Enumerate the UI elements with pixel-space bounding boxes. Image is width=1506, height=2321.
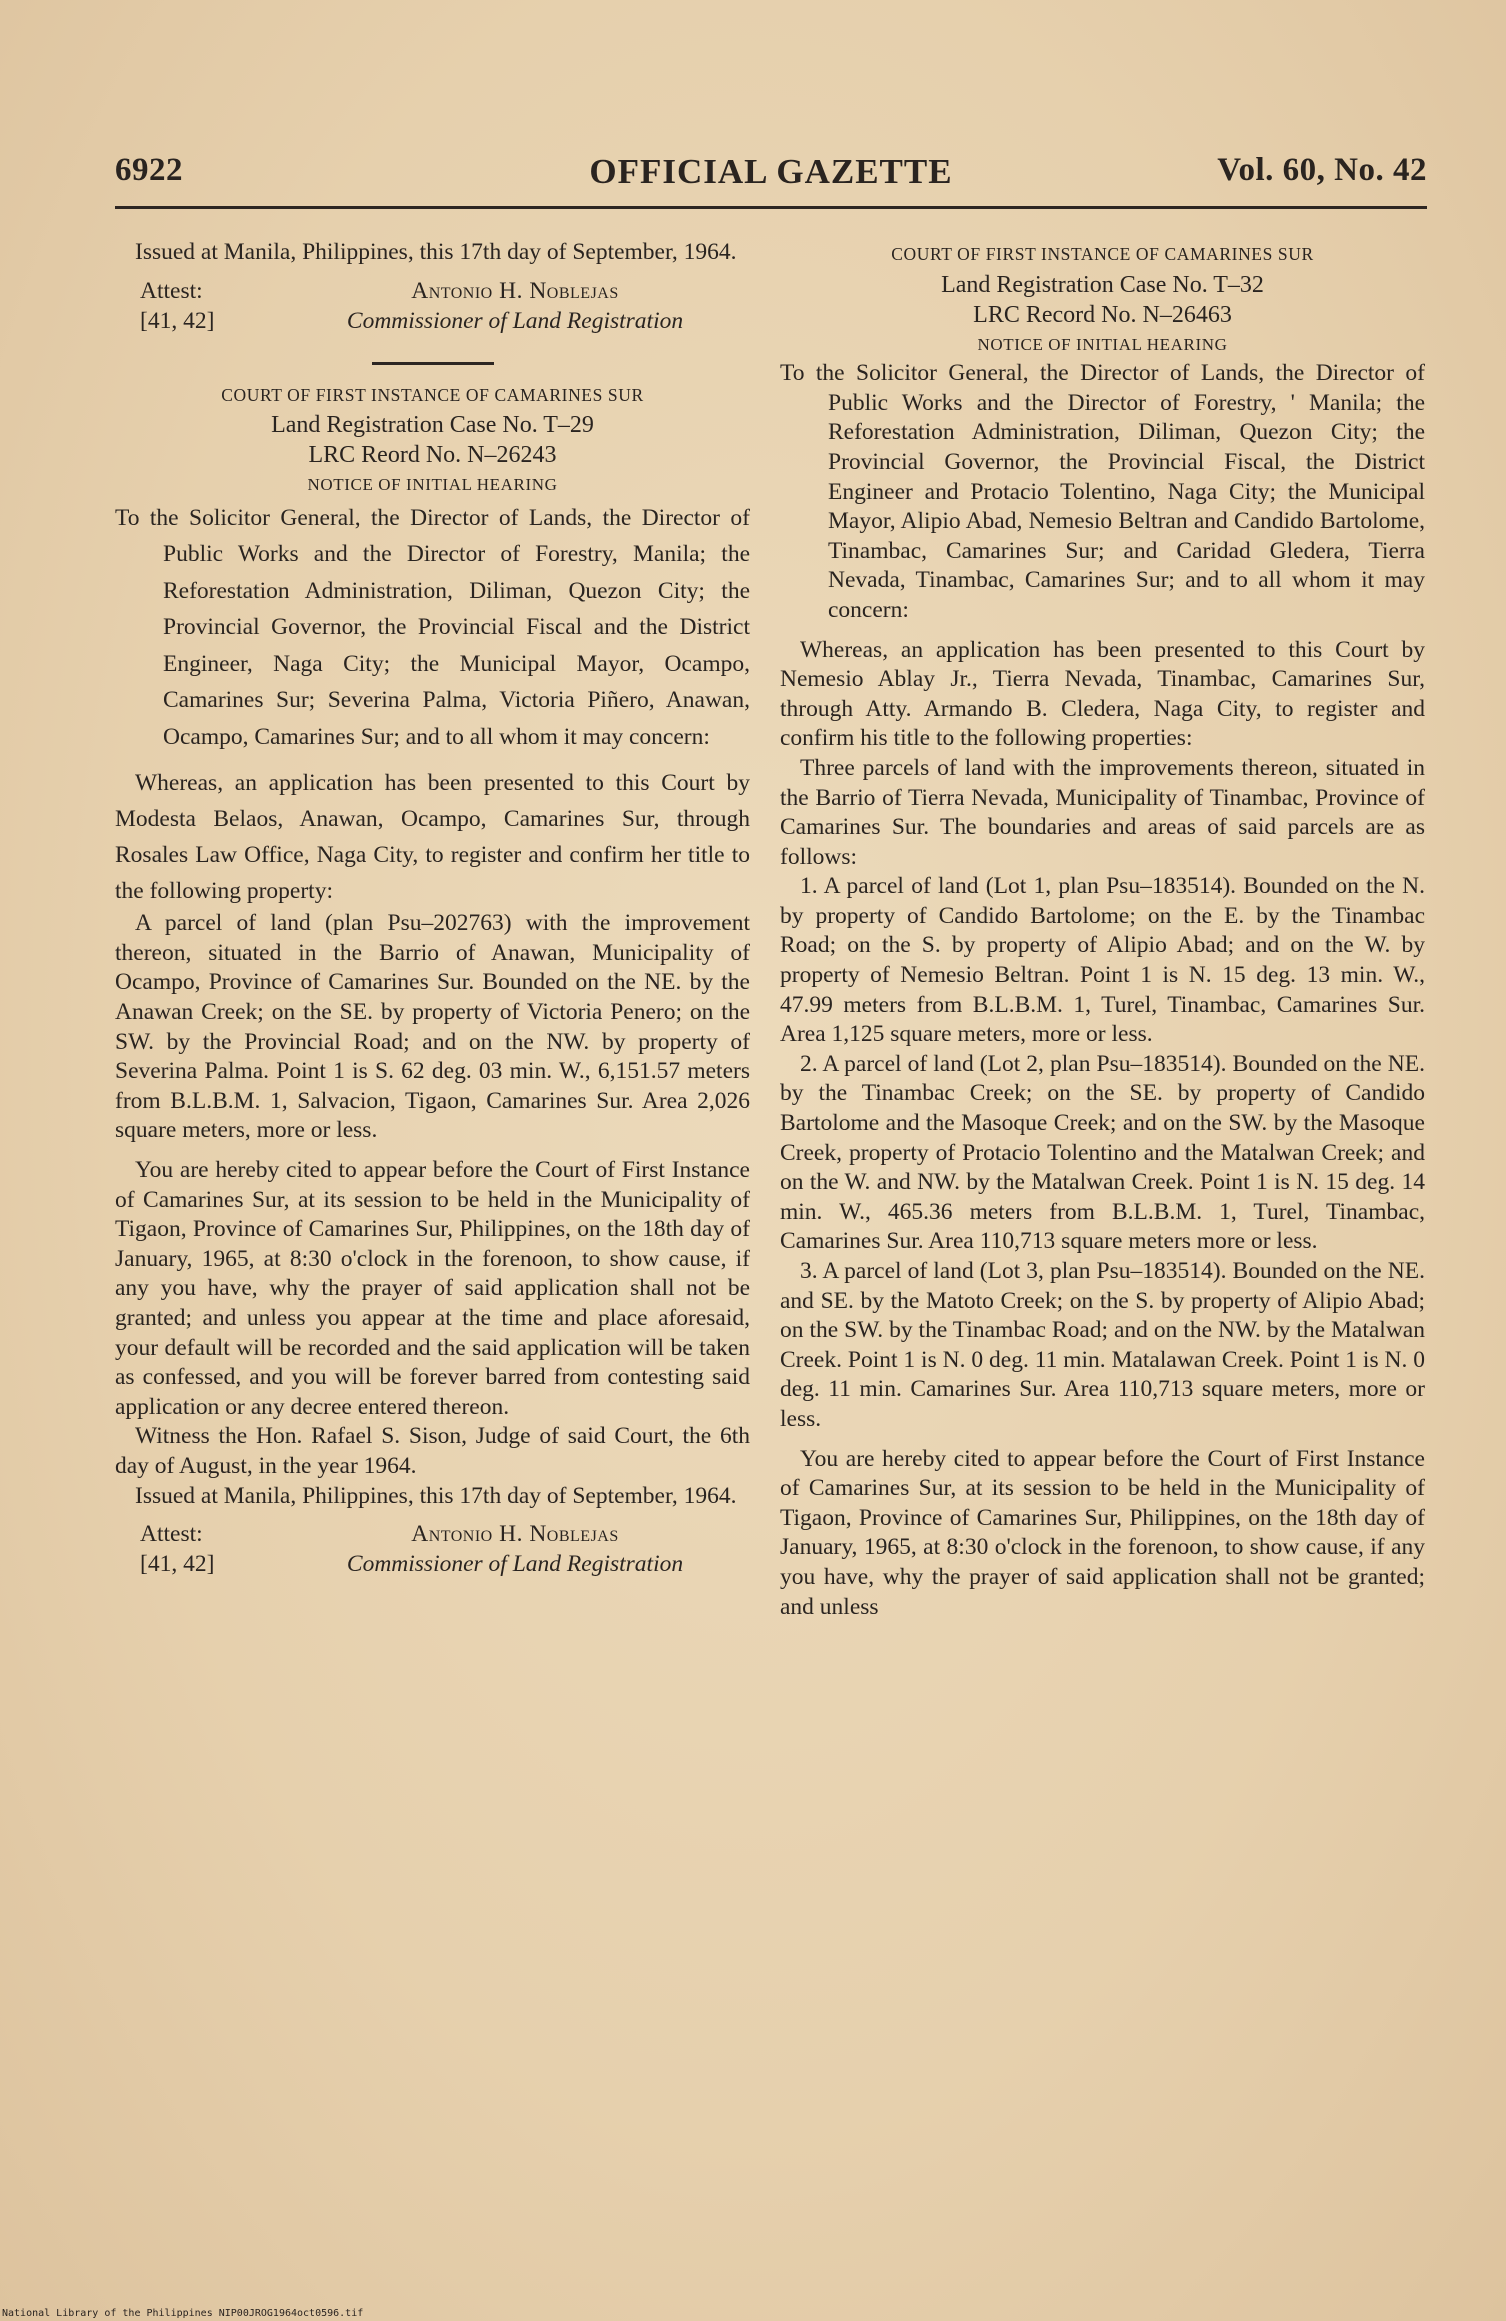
court-heading: COURT OF FIRST INSTANCE OF CAMARINES SUR (221, 384, 644, 405)
lot-3-description: 3. A parcel of land (Lot 3, plan Psu–183514). Bounded on the NE. and SE. by the Matoto Creek; on the S. by property of Alipio Abad; on the SW. by the Tinambac Road; and on the NW. by the Matalwan Creek. Point 1 is N. 0 deg. 11 min. Matalawan Creek. Point 1 is N. 0 deg. 11 min. Camarines Sur. Area 110,713 square meters, more or less. (780, 1258, 1425, 1432)
notice-heading: NOTICE OF INITIAL HEARING (307, 475, 558, 495)
attest-label: Attest: (140, 277, 203, 304)
left-column (115, 238, 750, 1579)
section-divider (372, 362, 494, 365)
signer-name: Antonio H. Noblejas (411, 1521, 619, 1548)
attest-label: Attest: (140, 1521, 203, 1548)
court-heading: COURT OF FIRST INSTANCE OF CAMARINES SUR (891, 244, 1314, 264)
volume-number: Vol. 60, No. 42 (1217, 152, 1427, 188)
case-number: Land Registration Case No. T–32 (941, 271, 1264, 298)
right-column (780, 238, 1425, 1622)
page-number: 6922 (115, 152, 183, 188)
signer-title: Commissioner of Land Registration (346, 307, 684, 334)
header-rule (115, 206, 1427, 209)
notice-addressees: To the Solicitor General, the Director of Lands, the Director of Public Works and the Director of Forestry, Manila; the Reforestation Administration, Diliman, Quezon City; the Provincial Governor, the Provincial Fiscal and the District Engineer, Naga City; the Municipal Mayor, Ocampo, Camarines Sur; Severina Palma, Victoria Piñero, Anawan, Ocampo, Camarines Sur; and to all whom it may concern: (115, 504, 750, 750)
attest-block-bottom (115, 1519, 750, 1579)
case-number: Land Registration Case No. T–29 (271, 412, 594, 439)
lot-1-description: 1. A parcel of land (Lot 1, plan Psu–183514). Bounded on the N. by property of Candido Bartolome; on the E. by the Tinambac Road; on the S. by property of Alipio Abad; and on the W. by property of Nemesio Beltran. Point 1 is N. 15 deg. 13 min. W., 47.99 meters from B.L.B.M. 1, Turel, Tinambac, Camarines Sur. Area 1,125 square meters, more or less. (780, 873, 1425, 1048)
page-header (115, 152, 1427, 202)
parcel-description: A parcel of land (plan Psu–202763) with the improvement thereon, situated in the Barrio of Anawan, Municipality of Ocampo, Province of Camarines Sur. Bounded on the NE. by the Anawan Creek; on the SE. by property of Victoria Penero; on the SW. by the Provincial Road; and on the NW. by property of Severina Palma. Point 1 is S. 62 deg. 03 min. W., 6,151.57 meters from B.L.B.M. 1, Salvacion, Tigaon, Camarines Sur. Area 2,026 square meters, more or less. (115, 910, 750, 1144)
notice-heading: NOTICE OF INITIAL HEARING (977, 334, 1228, 354)
reference-number: [41, 42] (140, 307, 215, 334)
attest-block (115, 276, 750, 336)
parcels-intro: Three parcels of land with the improvements thereon, situated in the Barrio of Tierra Nevada, Municipality of Tinambac, Province of Camarines Sur. The boundaries and areas of said parcels are as follows: (780, 754, 1425, 870)
signer-title: Commissioner of Land Registration (346, 1551, 684, 1578)
issued-statement-bottom: Issued at Manila, Philippines, this 17th day of September, 1964. (135, 1482, 737, 1509)
scan-footer: National Library of the Philippines NIP00JROG1964oct0596.tif (2, 2308, 364, 2319)
lrc-record-number: LRC Record No. N–26463 (973, 301, 1232, 328)
whereas-paragraph: Whereas, an application has been presented to this Court by Modesta Belaos, Anawan, Ocampo, Camarines Sur, through Rosales Law Office, Naga City, to register and confirm her title to the following property: (115, 770, 750, 905)
issued-statement: Issued at Manila, Philippines, this 17th day of September, 1964. (135, 239, 737, 265)
signer-name: Antonio H. Noblejas (411, 277, 619, 304)
witness-paragraph: Witness the Hon. Rafael S. Sison, Judge of said Court, the 6th day of August, in the year 1964. (115, 1423, 750, 1479)
whereas-paragraph: Whereas, an application has been presented to this Court by Nemesio Ablay Jr., Tierra Nevada, Tinambac, Camarines Sur, through Atty. Armando B. Cledera, Naga City, to register and confirm his title to the following properties: (780, 636, 1425, 752)
cited-paragraph: You are hereby cited to appear before the Court of First Instance of Camarines Sur, at its session to be held in the Municipality of Tigaon, Province of Camarines Sur, Philippines, on the 18th day of January, 1965, at 8:30 o'clock in the forenoon, to show cause, if any you have, why the prayer of said application shall not be granted; and unless (780, 1445, 1425, 1620)
lrc-record-number: LRC Reord No. N–26243 (308, 442, 557, 469)
notice-addressees: To the Solicitor General, the Director of Lands, the Director of Public Works and the Director of Forestry, ' Manila; the Reforestation Administration, Diliman, Quezon City; the Provincial Governor, the Provincial Fiscal, the District Engineer and Protacio Tolentino, Naga City; the Municipal Mayor, Alipio Abad, Nemesio Beltran and Candido Bartolome, Tinambac, Camarines Sur; and Caridad Gledera, Tierra Nevada, Tinambac, Camarines Sur; and to all whom it may concern: (780, 360, 1425, 623)
cited-paragraph: You are hereby cited to appear before the Court of First Instance of Camarines Sur, at its session to be held in the Municipality of Tigaon, Province of Camarines Sur, Philippines, on the 18th day of January, 1965, at 8:30 o'clock in the forenoon, to show cause, if any you have, why the prayer of said application shall not be granted; and unless you appear at the time and place aforesaid, your default will be recorded and the said application will be taken as confessed, and you will be forever barred from contesting said application or any decree entered thereon. (115, 1157, 750, 1420)
reference-number: [41, 42] (140, 1551, 215, 1578)
lot-2-description: 2. A parcel of land (Lot 2, plan Psu–183514). Bounded on the NE. by the Tinambac Creek; on the SE. by property of Candido Bartolome and the Masoque Creek; and on the SW. by the Masoque Creek, property of Protacio Tolentino and the Matalwan Creek; and on the W. and NW. by the Matalwan Creek. Point 1 is N. 15 deg. 14 min. W., 465.36 meters from B.L.B.M. 1, Turel, Tinambac, Camarines Sur. Area 110,713 square meters more or less. (780, 1050, 1425, 1255)
gazette-title: OFFICIAL GAZETTE (589, 152, 953, 191)
